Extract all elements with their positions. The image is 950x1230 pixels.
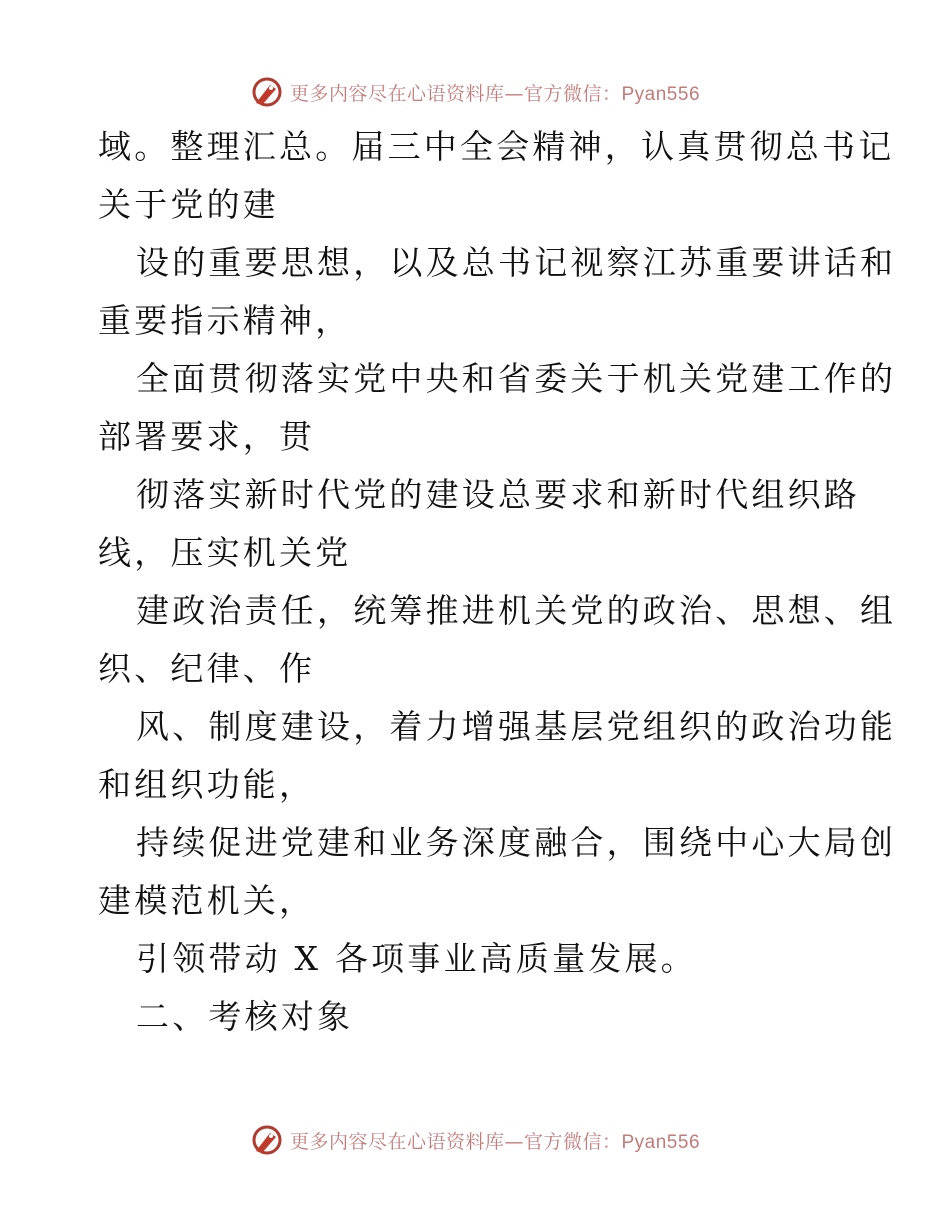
pen-nib-logo-icon	[250, 75, 284, 109]
text-line: 风、制度建设，着力增强基层党组织的政治功能	[136, 707, 897, 746]
text-line: 和组织功能，	[98, 765, 316, 804]
text-line: 设的重要思想，以及总书记视察江苏重要讲话和	[136, 243, 897, 282]
text-line: 引领带动 X 各项事业高质量发展。	[136, 939, 697, 978]
text-line: 持续促进党建和业务深度融合，围绕中心大局创	[136, 823, 897, 862]
text-line: 织、纪律、作	[98, 649, 316, 688]
text-line: 部署要求，贯	[98, 417, 316, 456]
pen-nib-logo-icon	[250, 1123, 284, 1157]
text-line: 域。整理汇总。届三中全会精神，认真贯彻总书记	[98, 127, 895, 166]
text-line: 全面贯彻落实党中央和省委关于机关党建工作的	[136, 359, 897, 398]
text-line: 重要指示精神，	[98, 301, 352, 340]
text-line: 建模范机关，	[98, 881, 316, 920]
text-line: 建政治责任，统筹推进机关党的政治、思想、组	[136, 591, 897, 630]
footer-watermark	[0, 1120, 950, 1160]
text-line: 关于党的建	[98, 185, 279, 224]
text-line: 线，压实机关党	[98, 533, 352, 572]
text-line: 二、考核对象	[136, 997, 354, 1036]
watermark-text: 更多内容尽在心语资料库—官方微信：Pyan556	[289, 1130, 701, 1153]
document-body	[98, 118, 897, 1046]
watermark-text: 更多内容尽在心语资料库—官方微信：Pyan556	[289, 82, 701, 105]
text-line: 彻落实新时代党的建设总要求和新时代组织路	[136, 475, 860, 514]
header-watermark	[0, 72, 950, 112]
